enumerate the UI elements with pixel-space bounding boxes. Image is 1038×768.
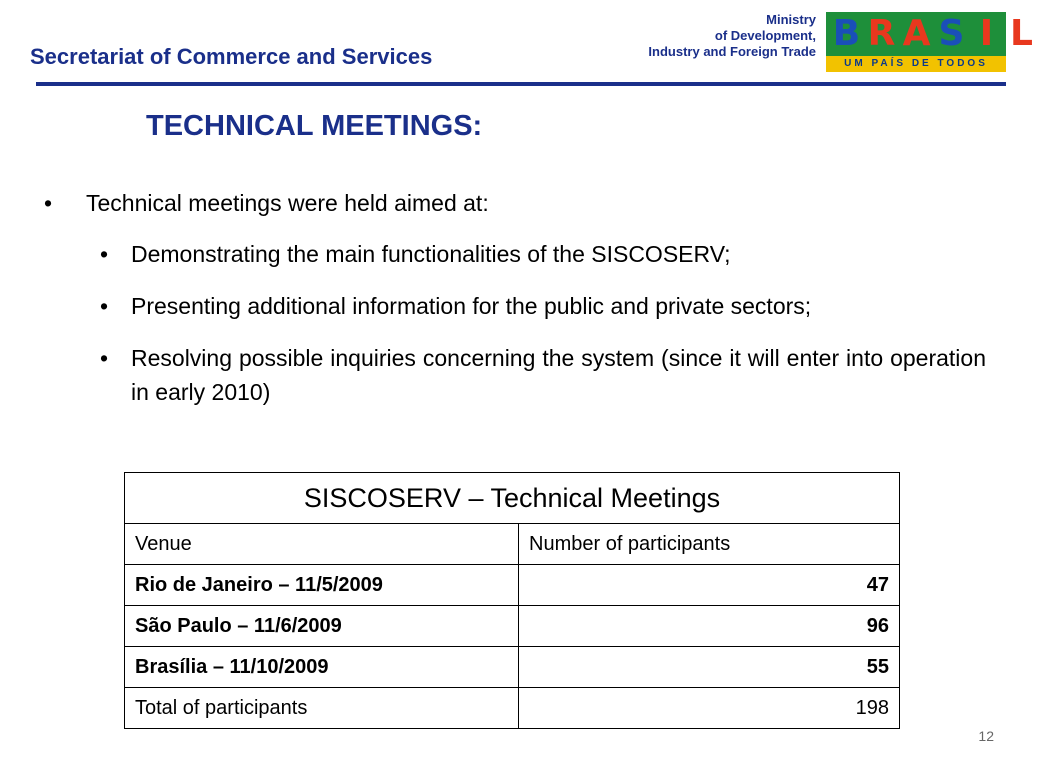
table-total-row [125, 688, 900, 729]
brasil-logo [826, 12, 1033, 72]
bullet-icon: • [100, 241, 109, 267]
logo-letter: A [902, 13, 931, 54]
total-value: 198 [519, 688, 900, 729]
venue-cell: Rio de Janeiro – 11/5/2009 [125, 565, 519, 606]
table-row [125, 606, 900, 647]
ministry-line: Ministry [766, 12, 816, 27]
venue-cell: Brasília – 11/10/2009 [125, 647, 519, 688]
bullet-icon: • [100, 293, 109, 319]
logo-tagline: UM PAÍS DE TODOS [826, 56, 1006, 72]
sub-bullet-text: Demonstrating the main functionalities of the SISCOSERV; [131, 241, 731, 267]
participants-cell: 47 [519, 565, 900, 606]
ministry-line: Industry and Foreign Trade [648, 44, 816, 59]
bullet-text: Technical meetings were held aimed at: [86, 190, 489, 216]
logo-letter: L [1010, 13, 1033, 54]
sub-bullet-text: Presenting additional information for the public and private sectors; [131, 293, 812, 319]
header-divider [36, 82, 1006, 86]
participants-cell: 55 [519, 647, 900, 688]
logo-letter: R [867, 13, 896, 54]
meetings-table [124, 472, 900, 729]
logo-letter: B [832, 13, 861, 54]
bullet-icon: • [44, 190, 53, 216]
logo-letters [830, 15, 1038, 53]
table-row [125, 565, 900, 606]
table-title-row [125, 473, 900, 524]
table-header-row [125, 524, 900, 565]
participants-cell: 96 [519, 606, 900, 647]
ministry-line: of Development, [714, 28, 816, 43]
sub-bullet-item [44, 289, 986, 323]
page-number: 12 [978, 728, 994, 744]
total-label: Total of participants [125, 688, 519, 729]
sub-bullet-item [44, 237, 986, 271]
logo-letter: I [979, 13, 994, 54]
logo-letter: S [938, 13, 965, 54]
slide-title: TECHNICAL MEETINGS: [146, 110, 483, 142]
bullet-item [44, 190, 986, 217]
bullet-list [44, 190, 986, 427]
column-header-venue: Venue [125, 524, 519, 565]
table-row [125, 647, 900, 688]
header-title: Secretariat of Commerce and Services [30, 44, 433, 69]
ministry-name [576, 12, 816, 60]
venue-cell: São Paulo – 11/6/2009 [125, 606, 519, 647]
sub-bullet-text: Resolving possible inquiries concerning the system (since it will enter into operation in early 2010) [131, 345, 986, 405]
column-header-participants: Number of participants [519, 524, 900, 565]
sub-bullet-item [44, 341, 986, 409]
table-title: SISCOSERV – Technical Meetings [125, 473, 900, 524]
bullet-icon: • [100, 345, 109, 371]
